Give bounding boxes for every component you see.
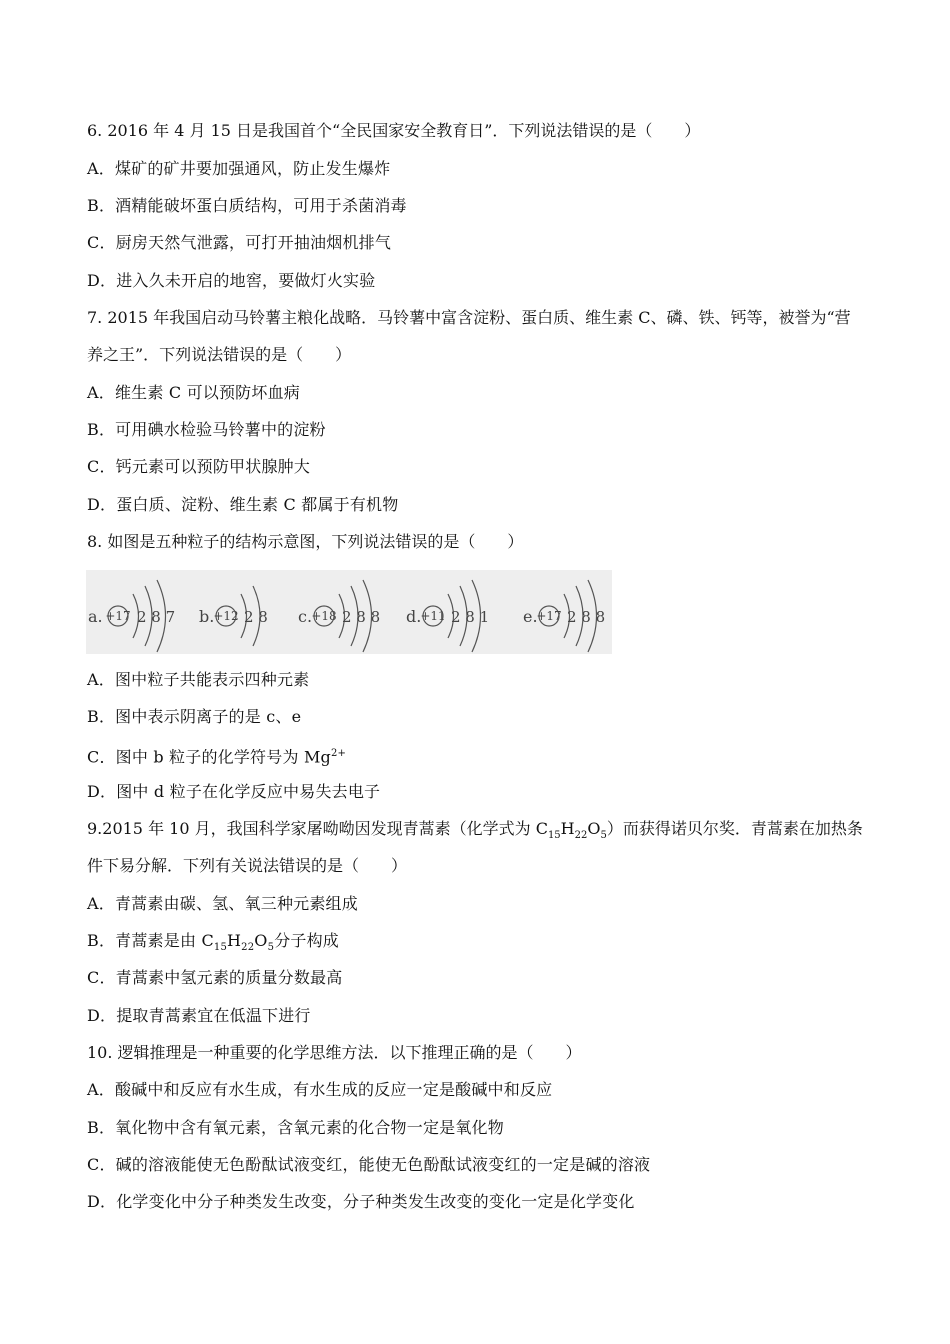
nucleus-charge: +17	[105, 609, 131, 623]
electron-config: 2 8 8	[567, 608, 606, 626]
q9-option-b-pre: B．青蒿素是由 C	[87, 931, 214, 950]
formula-subscript: 15	[547, 830, 561, 842]
electron-config: 2 8	[244, 608, 268, 626]
q9-option-d: D．提取青蒿素宜在低温下进行	[87, 1006, 311, 1025]
q10-option-c: C．碱的溶液能使无色酚酞试液变红，能使无色酚酞试液变红的一定是碱的溶液	[87, 1155, 651, 1174]
particle-b	[199, 586, 268, 646]
q8-option-d: D．图中 d 粒子在化学反应中易失去电子	[87, 782, 381, 801]
q7-option-c: C．钙元素可以预防甲状腺肿大	[87, 457, 311, 476]
q10-option-a: A．酸碱中和反应有水生成，有水生成的反应一定是酸碱中和反应	[87, 1080, 553, 1099]
q9-stem-line2: 件下易分解．下列有关说法错误的是（ ）	[87, 856, 408, 875]
q8-option-a: A．图中粒子共能表示四种元素	[87, 670, 310, 689]
electron-config: 2 8 8	[342, 608, 381, 626]
q8-option-c	[87, 743, 346, 768]
formula-subscript: 22	[574, 830, 588, 842]
q6-option-c: C．厨房天然气泄露，可打开抽油烟机排气	[87, 233, 392, 252]
formula-subscript: 5	[267, 942, 275, 954]
formula-element: H	[560, 819, 575, 838]
q8-stem: 8. 如图是五种粒子的结构示意图，下列说法错误的是（ ）	[87, 532, 524, 551]
q10-option-b: B．氧化物中含有氧元素，含氧元素的化合物一定是氧化物	[87, 1118, 504, 1137]
q8-option-c-text: C．图中 b 粒子的化学符号为 Mg	[87, 747, 331, 767]
nucleus-charge: +12	[213, 609, 239, 623]
q9-stem-line1	[87, 818, 863, 847]
particle-label: c.	[298, 607, 313, 626]
particle-a	[88, 580, 175, 652]
particle-label: a.	[88, 607, 103, 626]
q6-option-b: B．酒精能破坏蛋白质结构，可用于杀菌消毒	[87, 196, 407, 215]
q10-option-d: D．化学变化中分子种类发生改变，分子种类发生改变的变化一定是化学变化	[87, 1192, 635, 1211]
formula-subscript: 5	[600, 830, 607, 842]
formula-element: O	[254, 931, 268, 950]
particle-c	[298, 580, 380, 652]
particle-e	[523, 580, 605, 652]
particle-label: e.	[523, 607, 538, 626]
q9-stem-post: ）而获得诺贝尔奖．青蒿素在加热条	[606, 819, 863, 838]
q7-option-d: D．蛋白质、淀粉、维生素 C 都属于有机物	[87, 495, 399, 514]
q9-option-c: C．青蒿素中氢元素的质量分数最高	[87, 968, 343, 987]
nucleus-charge: +17	[536, 609, 562, 623]
particle-structure-diagram	[86, 570, 612, 654]
q8-option-b: B．图中表示阴离子的是 c、e	[87, 707, 302, 726]
formula-subscript: 15	[213, 942, 228, 954]
particle-label: b.	[199, 607, 215, 626]
formula-element: O	[587, 819, 601, 838]
formula-element: H	[227, 931, 242, 950]
q9-option-b	[87, 930, 339, 959]
q7-option-b: B．可用碘水检验马铃薯中的淀粉	[87, 420, 326, 439]
formula-subscript: 22	[241, 942, 255, 954]
q7-stem-line2: 养之王”．下列说法错误的是（ ）	[87, 345, 352, 364]
nucleus-charge: +18	[311, 609, 337, 623]
particle-d	[406, 580, 489, 652]
q6-option-a: A．煤矿的矿井要加强通风，防止发生爆炸	[87, 159, 391, 178]
electron-config: 2 8 1	[451, 608, 490, 626]
q6-option-d: D．进入久未开启的地窖，要做灯火实验	[87, 271, 376, 290]
charge-superscript: 2+	[330, 748, 347, 759]
q7-option-a: A．维生素 C 可以预防坏血病	[87, 383, 300, 402]
particle-label: d.	[406, 607, 422, 626]
electron-config: 2 8 7	[137, 608, 176, 626]
q9-option-a: A．青蒿素由碳、氢、氧三种元素组成	[87, 894, 358, 913]
q10-stem: 10. 逻辑推理是一种重要的化学思维方法．以下推理正确的是（ ）	[87, 1043, 582, 1062]
q7-stem-line1: 7. 2015 年我国启动马铃薯主粮化战略．马铃薯中富含淀粉、蛋白质、维生素 C、磷、铁、钙等，被誉为“营	[87, 308, 851, 327]
nucleus-charge: +11	[420, 609, 446, 623]
q9-option-b-post: 分子构成	[274, 931, 339, 950]
q6-stem: 6. 2016 年 4 月 15 日是我国首个“全民国家安全教育日”．下列说法错误的是（ ）	[87, 121, 701, 140]
q9-stem-pre: 9.2015 年 10 月，我国科学家屠呦呦因发现青蒿素（化学式为 C	[87, 819, 548, 838]
